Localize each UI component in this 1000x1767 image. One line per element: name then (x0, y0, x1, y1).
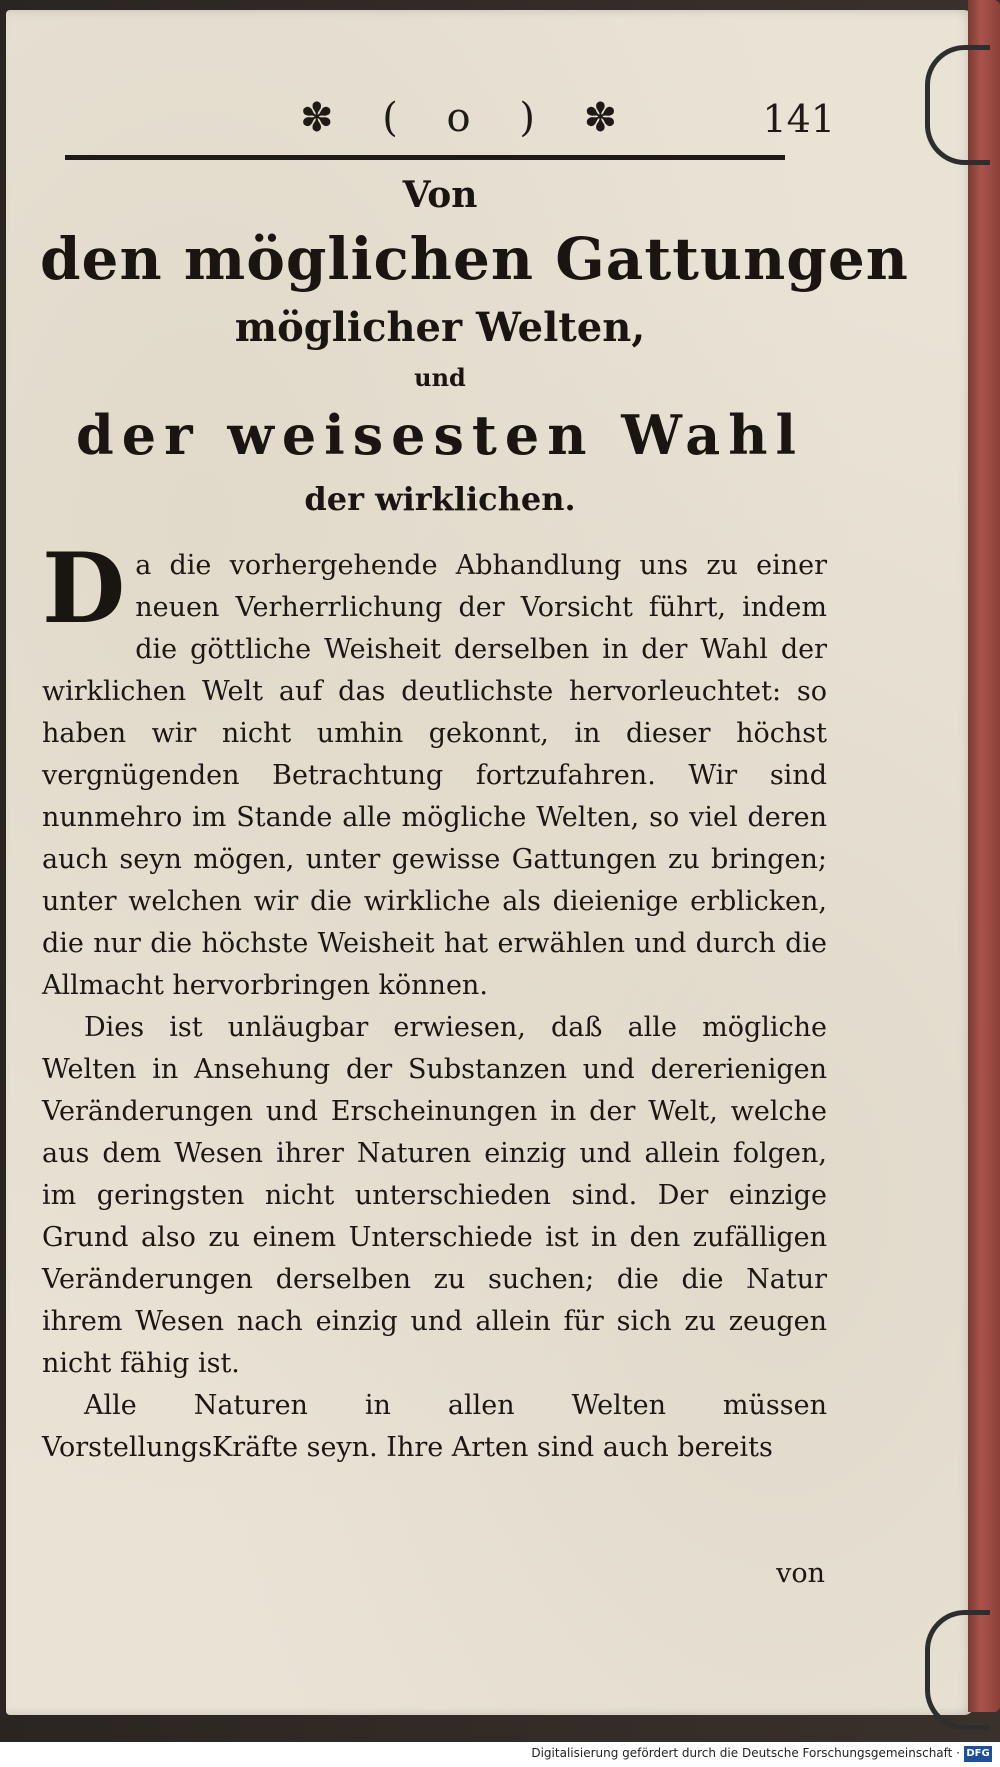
title-line-5: der weisesten Wahl (76, 403, 804, 467)
paragraph-1 (42, 532, 827, 1007)
title-line-3: möglicher Welten, (234, 304, 646, 351)
header-rule (65, 155, 785, 160)
page-header (60, 95, 835, 155)
catchword: von (776, 1558, 825, 1589)
title-line-6: der wirklichen. (304, 480, 576, 518)
dfg-logo: DFG (964, 1746, 992, 1762)
book-edge (968, 0, 1000, 1712)
chapter-title (40, 170, 909, 526)
paragraph-1-text: a die vorhergehende Abhandlung uns zu einer neuen Verherrlichung der Vorsicht führt, indem die göttliche Weisheit derselben in der Wahl der wirklichen Welt auf das deutlichste hervorleuchtet: so haben wir nicht umhin gekonnt, in dieser höchst vergnügenden Betrachtung fortzufahren. Wir sind nunmehro im Stande alle mögliche Welten, so viel deren auch seyn mögen, unter gewisse Gattungen zu bringen; unter welchen wir die wirkliche als dieienige erblicken, die nur die höchste Weisheit hat erwählen und durch die Allmacht hervorbringen können. (42, 550, 827, 1001)
header-ornament: ✽ ( o ) ✽ (300, 95, 636, 141)
title-line-4: und (414, 363, 466, 392)
page-number: 141 (762, 97, 835, 141)
footer-credit: Digitalisierung gefördert durch die Deutsche Forschungsgemeinschaft · (531, 1746, 960, 1760)
title-line-2: den möglichen Gattungen (40, 225, 909, 293)
title-line-1: Von (402, 174, 478, 216)
page-clip-top (925, 45, 990, 165)
digitization-footer (0, 1742, 1000, 1767)
drop-cap: D (42, 532, 126, 645)
body-text (42, 532, 827, 1469)
paragraph-2: Dies ist unläugbar erwiesen, daß alle mögliche Welten in Ansehung der Substanzen und dererienigen Veränderungen und Erscheinungen in der Welt, welche aus dem Wesen ihrer Naturen einzig und allein folgen, im geringsten nicht unterschieden sind. Der einzige Grund also zu einem Unterschiede ist in den zufälligen Veränderungen derselben zu suchen; die die Natur ihrem Wesen nach einzig und allein für sich zu zeugen nicht fähig ist. (42, 1012, 827, 1379)
paragraph-3: Alle Naturen in allen Welten müssen VorstellungsKräfte seyn. Ihre Arten sind auch bereits (42, 1390, 827, 1463)
page-clip-bottom (925, 1610, 990, 1730)
